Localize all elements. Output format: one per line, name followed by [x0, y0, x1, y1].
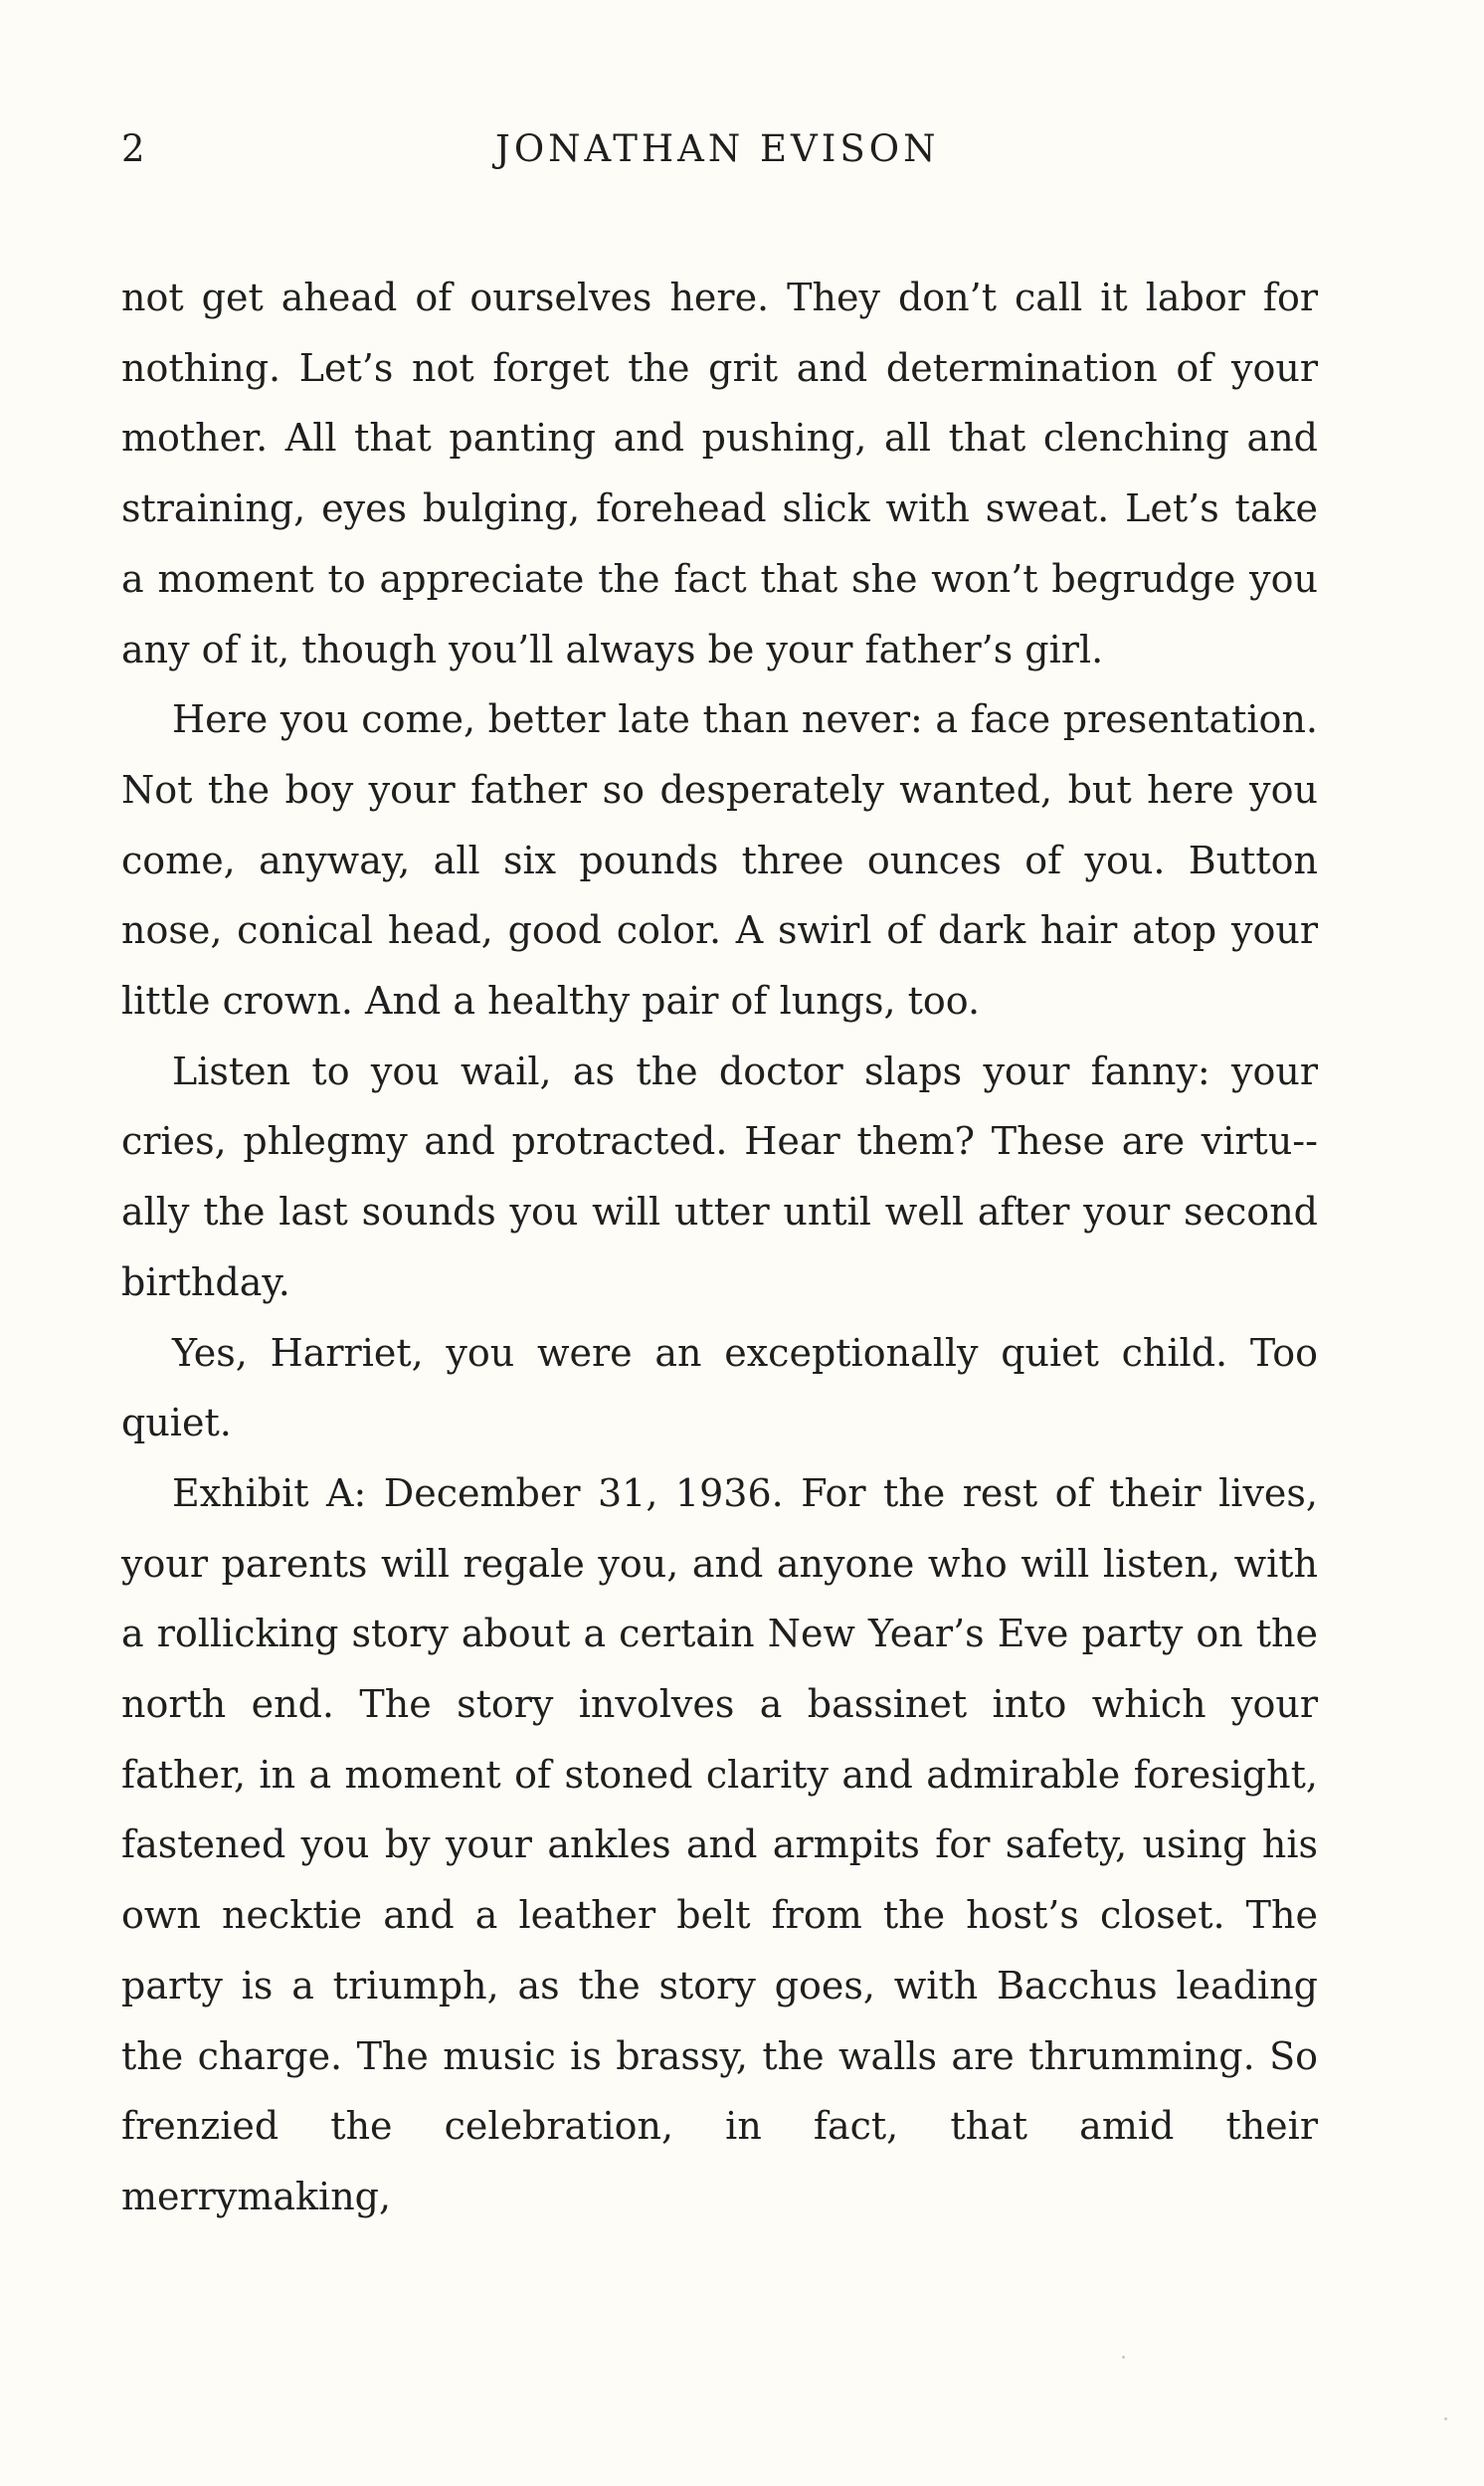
paragraph-4: Yes, Harriet, you were an exceptionally quiet child. Too quiet. [121, 1330, 1318, 1445]
running-head: JONATHAN EVISON [495, 127, 940, 170]
paragraph-2: Here you come, better late than never: a face presentation. Not the boy your father so desperately wanted, but here you come, anyway, all six pounds three ounces of you. Button nose, conical head, good color. A swirl of dark hair atop your little crown. And a healthy pair of lungs, too. [121, 697, 1318, 1024]
page-header [121, 119, 1315, 179]
paragraph-5: Exhibit A: December 31, 1936. For the rest of their lives, your parents will regale you, and anyone who will listen, with a rollicking story about a certain New Year’s Eve party on the north end. The story involves a bassinet into which your father, in a moment of stoned clarity and admirable foresight, fastened you by your ankles and armpits for safety, using his own necktie and a leather belt from the host’s closet. The party is a triumph, as the story goes, with Bacchus leading the charge. The music is brassy, the walls are thrumming. So frenzied the celebration, in fact, that amid their merrymaking, [121, 1470, 1318, 2218]
paper-speck [1444, 2417, 1447, 2420]
body-text [121, 263, 1318, 2232]
paragraph-1: not get ahead of ourselves here. They don’t call it labor for nothing. Let’s not forget the grit and determination of your mother. All that panting and pushing, all that clenching and straining, eyes bulging, forehead slick with sweat. Let’s take a moment to appreciate the fact that she won’t begrudge you any of it, though you’ll always be your father’s girl. [121, 276, 1318, 671]
paper-speck [1122, 2356, 1125, 2359]
page-number: 2 [121, 127, 145, 170]
paragraph-3: Listen to you wail, as the doctor slaps your fanny: your cries, phlegmy and protracted. Hear them? These are virtu-ally the last sounds you will utter until well after your second birthday. [121, 1049, 1318, 1304]
